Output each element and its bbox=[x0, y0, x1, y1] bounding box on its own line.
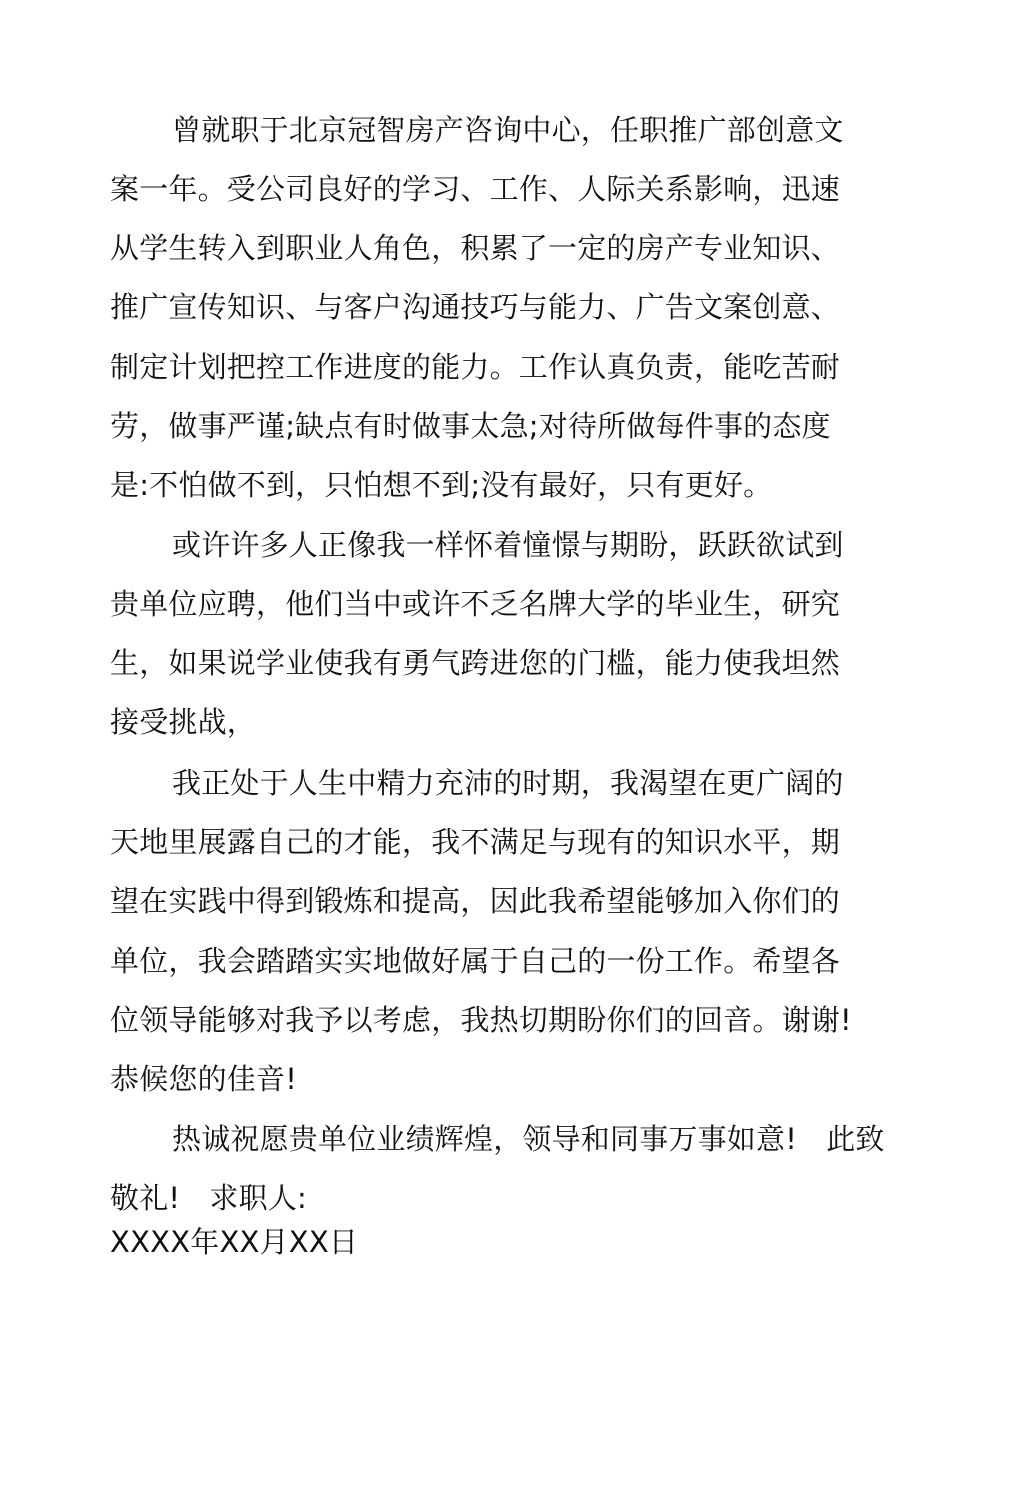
paragraph-3-line-4: 单位，我会踏踏实实地做好属于自己的一份工作。希望各 bbox=[110, 944, 841, 978]
paragraph-1-line-3: 从学生转入到职业人角色，积累了一定的房产专业知识、 bbox=[110, 231, 841, 265]
paragraph-2-line-1: 或许许多人正像我一样怀着憧憬与期盼，跃跃欲试到 bbox=[172, 528, 844, 562]
paragraph-3-line-6: 恭候您的佳音! bbox=[110, 1062, 298, 1096]
closing-line-1: 热诚祝愿贵单位业绩辉煌，领导和同事万事如意! 此致 bbox=[172, 1122, 885, 1156]
closing-line-2: 敬礼! 求职人: bbox=[110, 1181, 307, 1215]
paragraph-2-line-2: 贵单位应聘，他们当中或许不乏名牌大学的毕业生，研究 bbox=[110, 587, 841, 621]
paragraph-1-line-7: 是:不怕做不到，只怕想不到;没有最好，只有更好。 bbox=[110, 468, 773, 502]
paragraph-1-line-5: 制定计划把控工作进度的能力。工作认真负责，能吃苦耐 bbox=[110, 350, 841, 384]
paragraph-3-line-2: 天地里展露自己的才能，我不满足与现有的知识水平，期 bbox=[110, 825, 841, 859]
paragraph-2-line-4: 接受挑战， bbox=[110, 705, 257, 739]
paragraph-1-line-4: 推广宣传知识、与客户沟通技巧与能力、广告文案创意、 bbox=[110, 290, 841, 324]
paragraph-1-line-2: 案一年。受公司良好的学习、工作、人际关系影响，迅速 bbox=[110, 172, 841, 206]
paragraph-3-line-1: 我正处于人生中精力充沛的时期，我渴望在更广阔的 bbox=[172, 766, 844, 800]
letter-date: XXXX年XX月XX日 bbox=[110, 1225, 359, 1259]
paragraph-1-line-6: 劳，做事严谨;缺点有时做事太急;对待所做每件事的态度 bbox=[110, 409, 831, 443]
paragraph-2-line-3: 生，如果说学业使我有勇气跨进您的门槛，能力使我坦然 bbox=[110, 646, 841, 680]
paragraph-3-line-3: 望在实践中得到锻炼和提高，因此我希望能够加入你们的 bbox=[110, 884, 841, 918]
paragraph-3-line-5: 位领导能够对我予以考虑，我热切期盼你们的回音。谢谢! bbox=[110, 1003, 852, 1037]
paragraph-1-line-1: 曾就职于北京冠智房产咨询中心，任职推广部创意文 bbox=[172, 113, 844, 147]
